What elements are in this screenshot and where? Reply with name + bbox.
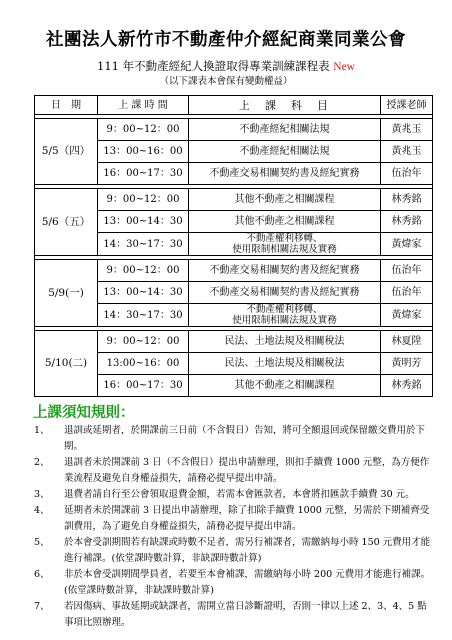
day-date: 5/5（四）	[35, 119, 98, 185]
row-teacher: 黃煒家	[381, 233, 433, 256]
rule-text: 於本會受訓期間若有缺課或時數不足者，需另行補課者，需繳納每小時 150 元費用才能進行補課。(依堂課時數計算，非缺課時數計算)	[64, 537, 431, 564]
header-teacher: 授課老師	[381, 96, 433, 115]
table-row	[35, 331, 433, 353]
schedule-table	[34, 95, 433, 397]
day-date: 5/10(二)	[35, 331, 98, 397]
rule-text: 退訓者未於開課前 3 日（不含假日）提出申請辦理，則扣手續費 1000 元整，為方便作業流程及避免自身權益損失，請務必提早提出申請。	[64, 457, 430, 484]
document-title: 社團法人新竹市不動產仲介經紀商業同業公會	[46, 30, 406, 50]
row-teacher: 伍治年	[381, 282, 433, 304]
row-subject: 其他不動產之相關課程	[189, 189, 381, 211]
table-row	[35, 189, 433, 211]
row-teacher: 黃明芳	[381, 353, 433, 375]
row-subject: 其他不動產之相關課程	[189, 375, 381, 397]
row-time: 9：00~12：00	[98, 260, 189, 282]
rules-heading: 上課須知規則：	[33, 405, 135, 421]
row-teacher: 林秀銘	[381, 189, 433, 211]
subject-line-1: 不動產權利移轉、	[246, 233, 323, 244]
rule-number: 2、	[34, 457, 50, 468]
rule-number: 1、	[34, 425, 50, 436]
row-subject: 民法、土地法規及相關稅法	[189, 353, 381, 375]
row-time: 9：00~12：00	[98, 189, 189, 211]
rule-item	[34, 503, 432, 535]
row-time: 13：00~14：30	[98, 282, 189, 304]
row-teacher: 伍治年	[381, 260, 433, 282]
day-date: 5/6（五）	[35, 189, 98, 256]
header-date: 日 期	[35, 96, 98, 115]
rule-number: 3、	[34, 489, 50, 500]
day-date: 5/9(一)	[35, 260, 98, 327]
subject-line-2: 使用限制相關法規及實務	[232, 315, 337, 326]
row-subject: 不動產交易相關契約書及經紀實務	[189, 260, 381, 282]
table-row	[35, 119, 433, 141]
rule-number: 4、	[34, 505, 50, 516]
row-subject: 其他不動產之相關課程	[189, 211, 381, 233]
rule-number: 7、	[34, 601, 50, 612]
row-teacher: 黃兆玉	[381, 119, 433, 141]
row-subject: 民法、土地法規及相關稅法	[189, 331, 381, 353]
rule-item	[34, 423, 432, 455]
new-tag: New	[333, 61, 355, 73]
row-subject: 不動產交易相關契約書及經紀實務	[189, 282, 381, 304]
table-row	[35, 260, 433, 282]
rule-item	[34, 599, 432, 631]
row-subject: 不動產經紀相關法規	[189, 141, 381, 163]
row-time: 16：00~17：30	[98, 375, 189, 397]
row-time: 16：00~17：30	[98, 163, 189, 185]
document-subtitle	[0, 58, 452, 74]
row-time: 13:00~16：00	[98, 353, 189, 375]
subject-line-2: 使用限制相關法規及實務	[232, 244, 337, 255]
subject-line-1: 不動產權利移轉、	[246, 304, 323, 315]
row-teacher: 林夏陞	[381, 331, 433, 353]
rule-text: 延期者未於開課前 3 日提出申請辦理，除了扣除手續費 1000 元整，另需於下期補齊受訓費用，為了避免自身權益損失，請務必提早提出申請。	[64, 505, 430, 532]
rule-item	[34, 535, 432, 567]
row-time: 9：00~12：00	[98, 119, 189, 141]
row-time: 13：00~16：00	[98, 141, 189, 163]
rule-number: 6、	[34, 569, 50, 580]
row-time: 14：30~17：30	[98, 233, 189, 256]
header-subject: 上 課 科 目	[189, 96, 381, 115]
row-subject	[189, 304, 381, 327]
row-teacher: 黃煒家	[381, 304, 433, 327]
rule-item	[34, 487, 432, 503]
row-subject: 不動產經紀相關法規	[189, 119, 381, 141]
rule-number: 5、	[34, 537, 50, 548]
rule-text: 非於本會受訓期間學員者，若要至本會補課，需繳納每小時 200 元費用才能進行補課。(依堂課時數計算，非缺課時數計算)	[64, 569, 431, 596]
row-subject	[189, 233, 381, 256]
row-subject: 不動產交易相關契約書及經紀實務	[189, 163, 381, 185]
rule-item	[34, 455, 432, 487]
rule-text: 退費者請自行至公會領取退費金額，若需本會匯款者，本會將扣匯款手續費 30 元。	[64, 489, 415, 500]
row-teacher: 伍治年	[381, 163, 433, 185]
row-teacher: 林秀銘	[381, 211, 433, 233]
row-time: 9：00~12：00	[98, 331, 189, 353]
row-teacher: 林秀銘	[381, 375, 433, 397]
schedule-note: （以下課表本會保有變動權益）	[159, 76, 293, 87]
row-time: 14：30~17：30	[98, 304, 189, 327]
header-time: 上 課 時 間	[98, 96, 189, 115]
row-time: 13：00~14：30	[98, 211, 189, 233]
table-header-row	[35, 96, 433, 115]
rule-text: 若因傷病、事故延期或缺課者，需開立當日診斷證明，否則一律以上述 2、3、4、5 點事項比照辦理。	[64, 601, 427, 628]
subtitle-text: 111 年不動產經紀人換證取得專業訓練課程表	[97, 59, 330, 73]
rule-item	[34, 567, 432, 599]
rule-text: 退訓或延期者，於開課前三日前（不含假日）告知，將可全額退回或保留繳交費用於下期。	[64, 425, 426, 452]
row-teacher: 黃兆玉	[381, 141, 433, 163]
